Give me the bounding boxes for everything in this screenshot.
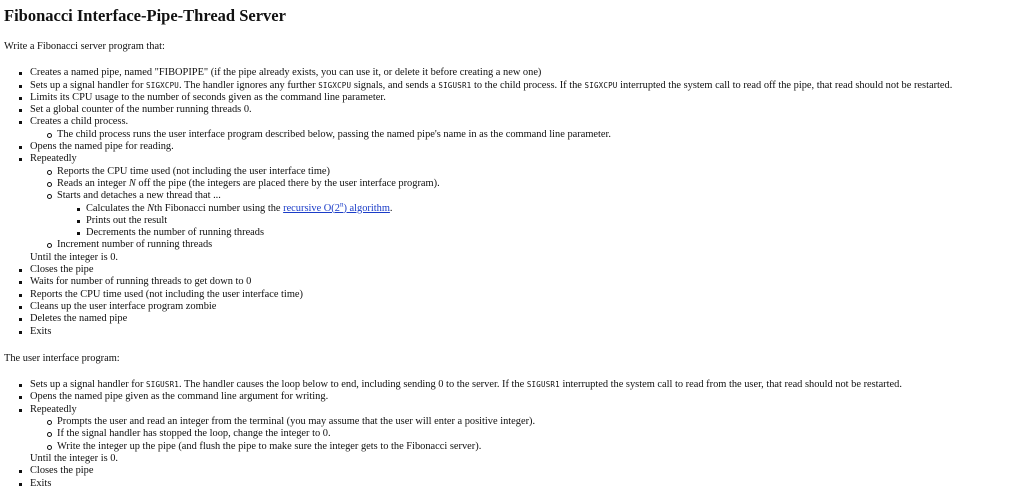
ui-repeat-sublist [4,416,1020,453]
code-sigusr1: SIGUSR1 [438,80,472,90]
ui-steps-list [4,379,1020,490]
code-sigxcpu: SIGXCPU [146,80,180,90]
list-item: Sets up a signal handler for SIGXCPU. The handler ignores any further SIGXCPU signals, and sends a SIGUSR1 to the child process. If the SIGXCPU interrupted the system call to read off the pipe, that read should not be restarted. [4,80,1020,92]
list-item: Repeatedly Prompts the user and read an integer from the terminal (you may assume that the user will enter a positive integer). If the signal handler has stopped the loop, change the integer to 0. Write the integer up the pipe (and flush the pipe to make sure the integer gets to the Fibonacci server). Until the integer is 0. [4,404,1020,465]
list-item: Repeatedly Reports the CPU time used (not including the user interface time) Reads an integer N off the pipe (the integers are placed there by the user interface program). Starts and detaches a new thread that ... Calculates the Nth Fibonacci number using the recursive O(2$^n$) algorithm. Prints out the result Decrements the number of running threads Increment number of running threads Until the integer is 0. [4,153,1020,264]
list-item: Closes the pipe [4,465,1020,477]
list-item: Increment number of running threads [4,239,1020,251]
list-item: Set a global counter of the number running threads 0. [4,104,1020,116]
list-item: Prompts the user and read an integer from the terminal (you may assume that the user will enter a positive integer). [4,416,1020,428]
code-sigusr1: SIGUSR1 [146,380,180,390]
page-title: Fibonacci Interface-Pipe-Thread Server [4,6,286,25]
code-sigusr1: SIGUSR1 [526,380,560,390]
recursive-algorithm-link[interactable]: recursive O(2$^n$) algorithm [283,200,390,214]
list-item: Deletes the named pipe [4,313,1020,325]
child-process-sublist [4,129,1020,141]
list-item: Creates a child process. The child process runs the user interface program described below, passing the named pipe's name in as the command line parameter. [4,116,1020,141]
server-steps-list [4,67,1020,338]
list-item: Prints out the result [4,215,1020,227]
list-item: The child process runs the user interface program described below, passing the named pipe's name in as the command line parameter. [4,129,1020,141]
list-item: Reports the CPU time used (not including the user interface time) [4,166,1020,178]
list-item: Sets up a signal handler for SIGUSR1. The handler causes the loop below to end, including sending 0 to the server. If the SIGUSR1 interrupted the system call to read from the user, that read should not be restarted. [4,379,1020,391]
code-sigxcpu: SIGXCPU [584,80,618,90]
thread-sublist [4,200,1020,240]
list-item: Exits [4,326,1020,338]
list-item: Reports the CPU time used (not including the user interface time) [4,289,1020,301]
until-text: Until the integer is 0. [30,251,119,263]
list-item: Reads an integer N off the pipe (the integers are placed there by the user interface program). [4,178,1020,190]
list-item: Write the integer up the pipe (and flush the pipe to make sure the integer gets to the Fibonacci server). [4,441,1020,453]
until-text: Until the integer is 0. [30,452,119,464]
list-item: Starts and detaches a new thread that ... Calculates the Nth Fibonacci number using the recursive O(2$^n$) algorithm. Prints out the result Decrements the number of running threads [4,190,1020,239]
repeat-sublist [4,166,1020,252]
list-item: Creates a named pipe, named "FIBOPIPE" (if the pipe already exists, you can use it, or delete it before creating a new one) [4,67,1020,79]
list-item: Cleans up the user interface program zombie [4,301,1020,313]
list-item: Calculates the Nth Fibonacci number using the recursive O(2$^n$) algorithm. [4,203,1020,215]
list-item: Closes the pipe [4,264,1020,276]
list-item: Limits its CPU usage to the number of seconds given as the command line parameter. [4,92,1020,104]
list-item: Waits for number of running threads to get down to 0 [4,276,1020,288]
list-item: If the signal handler has stopped the loop, change the integer to 0. [4,428,1020,440]
list-item: Decrements the number of running threads [4,227,1020,239]
list-item: Opens the named pipe given as the command line argument for writing. [4,391,1020,403]
list-item: Opens the named pipe for reading. [4,141,1020,153]
list-item: Exits [4,478,1020,490]
intro-text: Write a Fibonacci server program that: [4,41,165,52]
code-sigxcpu: SIGXCPU [318,80,352,90]
ui-intro-text: The user interface program: [4,352,120,364]
